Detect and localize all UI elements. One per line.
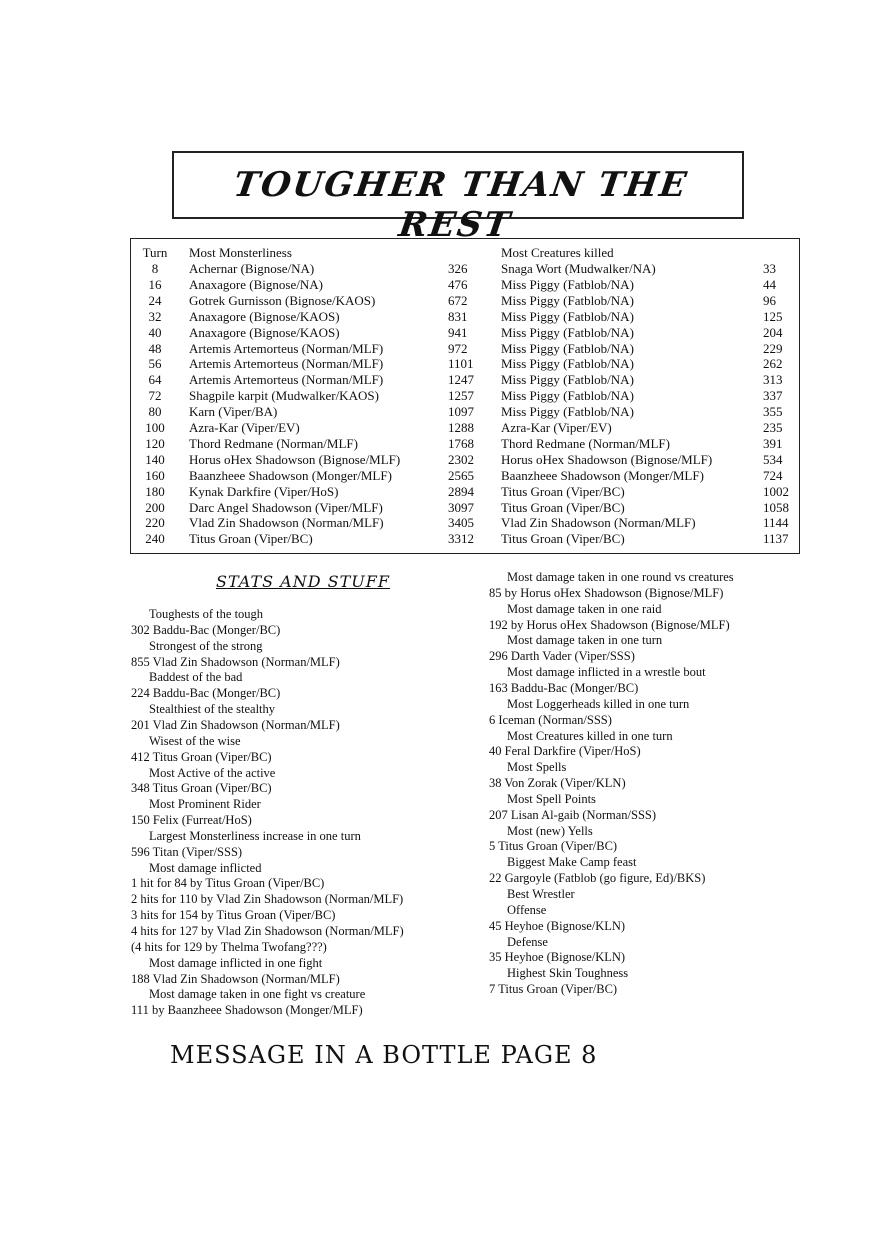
cell-monster-value: 1288 — [448, 420, 474, 435]
cell-turn: 56 — [148, 356, 162, 372]
cell-turn: 80 — [148, 404, 162, 420]
stat-category: Most Spell Points — [507, 791, 596, 806]
stat-entry: 412 Titus Groan (Viper/BC) — [131, 749, 272, 764]
cell-killer-name: Horus oHex Shadowson (Bignose/MLF) — [501, 451, 713, 467]
stat-category: Strongest of the strong — [149, 638, 263, 653]
stat-category: Most damage taken in one round vs creatures — [507, 570, 734, 584]
cell-kills-value: 1144 — [763, 515, 789, 531]
cell-turn: 100 — [145, 420, 165, 435]
stat-category: Baddest of the bad — [149, 670, 243, 685]
stat-entry: 35 Heyhoe (Bignose/KLN) — [489, 950, 626, 965]
cell-kills-value: 204 — [763, 324, 783, 340]
cell-turn: 72 — [148, 388, 162, 404]
stat-category: Most Active of the active — [149, 765, 276, 780]
cell-monster-value: 1257 — [448, 388, 474, 404]
stat-category: Defense — [507, 934, 548, 949]
stat-category: Most Loggerheads killed in one turn — [507, 696, 690, 711]
cell-killer-name: Miss Piggy (Fatblob/NA) — [501, 340, 634, 356]
table-row — [131, 468, 799, 484]
cell-killer-name: Titus Groan (Viper/BC) — [501, 483, 625, 499]
stat-entry: 111 by Baanzheee Shadowson (Monger/MLF) — [131, 1003, 363, 1018]
cell-monster-value: 2894 — [448, 483, 474, 499]
cell-killer-name: Miss Piggy (Fatblob/NA) — [501, 324, 634, 340]
stat-category: Largest Monsterliness increase in one turn — [149, 828, 361, 843]
table-row — [131, 261, 799, 277]
stat-category: Most damage inflicted — [149, 860, 262, 875]
table-row — [131, 500, 799, 516]
stat-category: Biggest Make Camp feast — [507, 855, 637, 870]
cell-monster-name: Achernar (Bignose/NA) — [189, 261, 315, 276]
cell-killer-name: Miss Piggy (Fatblob/NA) — [501, 372, 634, 388]
cell-killer-name: Miss Piggy (Fatblob/NA) — [501, 356, 634, 372]
cell-turn: 40 — [148, 324, 162, 340]
cell-monster-value: 1247 — [448, 372, 474, 388]
cell-monster-name: Kynak Darkfire (Viper/HoS) — [189, 483, 339, 499]
table-row — [131, 515, 799, 531]
cell-monster-name: Anaxagore (Bignose/KAOS) — [189, 324, 340, 340]
stat-category: Most Prominent Rider — [149, 797, 261, 812]
cell-monster-value: 476 — [448, 276, 468, 292]
cell-monster-name: Gotrek Gurnisson (Bignose/KAOS) — [189, 292, 376, 308]
cell-monster-name: Darc Angel Shadowson (Viper/MLF) — [189, 499, 383, 515]
cell-killer-name: Miss Piggy (Fatblob/NA) — [501, 292, 634, 308]
cell-monster-value: 3405 — [448, 515, 474, 531]
stat-entry: 855 Vlad Zin Shadowson (Norman/MLF) — [131, 654, 340, 669]
cell-kills-value: 391 — [763, 435, 783, 451]
header-creatures-killed: Most Creatures killed — [501, 245, 614, 260]
cell-killer-name: Miss Piggy (Fatblob/NA) — [501, 276, 634, 292]
cell-monster-value: 3097 — [448, 499, 474, 515]
cell-turn: 200 — [145, 499, 165, 515]
table-row — [131, 293, 799, 309]
table-row — [131, 531, 799, 547]
stat-category: Most damage taken in one turn — [507, 633, 663, 648]
table-row — [131, 325, 799, 341]
stat-entry: 201 Vlad Zin Shadowson (Norman/MLF) — [131, 717, 340, 732]
stat-entry: 5 Titus Groan (Viper/BC) — [489, 839, 618, 854]
cell-kills-value: 96 — [763, 292, 776, 308]
cell-kills-value: 229 — [763, 340, 783, 356]
table-row — [131, 404, 799, 420]
cell-monster-value: 831 — [448, 308, 468, 324]
stat-entry: 596 Titan (Viper/SSS) — [131, 844, 243, 859]
cell-killer-name: Miss Piggy (Fatblob/NA) — [501, 404, 634, 420]
stat-category: Most damage inflicted in a wrestle bout — [507, 665, 706, 680]
cell-turn: 64 — [148, 372, 162, 388]
cell-kills-value: 125 — [763, 308, 783, 324]
cell-kills-value: 33 — [763, 261, 776, 276]
stat-entry: 40 Feral Darkfire (Viper/HoS) — [489, 744, 641, 759]
table-row — [131, 484, 799, 500]
stat-category: Most Spells — [507, 760, 567, 775]
cell-killer-name: Miss Piggy (Fatblob/NA) — [501, 308, 634, 324]
cell-monster-name: Anaxagore (Bignose/NA) — [189, 276, 323, 292]
stat-category: Most damage taken in one raid — [507, 601, 662, 616]
stat-entry: 2 hits for 110 by Vlad Zin Shadowson (Norman/MLF) — [131, 892, 404, 907]
stat-entry: 302 Baddu-Bac (Monger/BC) — [131, 622, 281, 637]
cell-kills-value: 313 — [763, 372, 783, 388]
stat-category: Most damage taken in one fight vs creature — [149, 987, 366, 1002]
cell-turn: 16 — [148, 276, 162, 292]
cell-monster-value: 972 — [448, 340, 468, 356]
cell-monster-name: Azra-Kar (Viper/EV) — [189, 420, 300, 435]
header-monsterliness: Most Monsterliness — [189, 245, 292, 260]
table-row — [131, 341, 799, 357]
stat-entry: 1 hit for 84 by Titus Groan (Viper/BC) — [131, 876, 325, 891]
cell-monster-name: Artemis Artemorteus (Norman/MLF) — [189, 340, 384, 356]
cell-monster-name: Titus Groan (Viper/BC) — [189, 531, 313, 547]
cell-turn: 240 — [145, 531, 165, 547]
cell-monster-name: Karn (Viper/BA) — [189, 404, 278, 420]
cell-killer-name: Baanzheee Shadowson (Monger/MLF) — [501, 467, 704, 483]
cell-monster-name: Shagpile karpit (Mudwalker/KAOS) — [189, 388, 379, 404]
cell-monster-name: Baanzheee Shadowson (Monger/MLF) — [189, 467, 392, 483]
cell-monster-value: 2565 — [448, 467, 474, 483]
stat-category: Most Creatures killed in one turn — [507, 728, 673, 743]
cell-kills-value: 235 — [763, 420, 783, 435]
cell-killer-name: Titus Groan (Viper/BC) — [501, 499, 625, 515]
stat-entry: 150 Felix (Furreat/HoS) — [131, 813, 252, 828]
stat-category: Toughests of the tough — [149, 607, 264, 621]
cell-kills-value: 44 — [763, 276, 776, 292]
cell-monster-name: Artemis Artemorteus (Norman/MLF) — [189, 372, 384, 388]
cell-kills-value: 1002 — [763, 483, 789, 499]
cell-kills-value: 534 — [763, 451, 783, 467]
stat-entry: 7 Titus Groan (Viper/BC) — [489, 982, 618, 997]
cell-turn: 180 — [145, 483, 165, 499]
cell-killer-name: Miss Piggy (Fatblob/NA) — [501, 388, 634, 404]
stat-entry: (4 hits for 129 by Thelma Twofang???) — [131, 939, 327, 954]
table-row — [131, 277, 799, 293]
table-row — [131, 420, 799, 436]
title-box — [172, 151, 744, 245]
stat-entry: 6 Iceman (Norman/SSS) — [489, 712, 612, 727]
cell-kills-value: 724 — [763, 467, 783, 483]
cell-monster-value: 2302 — [448, 451, 474, 467]
stat-entry: 348 Titus Groan (Viper/BC) — [131, 781, 272, 796]
cell-kills-value: 1058 — [763, 499, 789, 515]
stat-entry: 3 hits for 154 by Titus Groan (Viper/BC) — [131, 908, 336, 923]
cell-monster-value: 941 — [448, 324, 468, 340]
cell-monster-value: 1101 — [448, 356, 474, 372]
stat-entry: 22 Gargoyle (Fatblob (go figure, Ed)/BKS) — [489, 871, 706, 886]
cell-turn: 140 — [145, 451, 165, 467]
stat-entry: 85 by Horus oHex Shadowson (Bignose/MLF) — [489, 585, 724, 600]
cell-monster-name: Vlad Zin Shadowson (Norman/MLF) — [189, 515, 384, 531]
cell-turn: 8 — [151, 261, 159, 276]
stats-heading: STATS AND STUFF — [216, 572, 390, 591]
stat-category: Stealthiest of the stealthy — [149, 702, 276, 717]
stat-entry: 45 Heyhoe (Bignose/KLN) — [489, 918, 626, 933]
records-table — [130, 238, 800, 554]
table-row — [131, 372, 799, 388]
stat-entry: 163 Baddu-Bac (Monger/BC) — [489, 680, 639, 695]
cell-monster-value: 326 — [448, 261, 468, 276]
stat-category: Most damage inflicted in one fight — [149, 955, 323, 970]
cell-monster-value: 672 — [448, 292, 468, 308]
cell-killer-name: Titus Groan (Viper/BC) — [501, 531, 625, 547]
stat-entry: 4 hits for 127 by Vlad Zin Shadowson (Norman/MLF) — [131, 924, 404, 938]
cell-kills-value: 262 — [763, 356, 783, 372]
cell-killer-name: Thord Redmane (Norman/MLF) — [501, 435, 670, 451]
stat-category: Highest Skin Toughness — [507, 966, 629, 981]
table-row — [131, 356, 799, 372]
table-row — [131, 309, 799, 325]
cell-kills-value: 1137 — [763, 531, 789, 547]
cell-turn: 32 — [148, 308, 162, 324]
stat-entry: 207 Lisan Al-gaib (Norman/SSS) — [489, 807, 657, 822]
stat-entry: 192 by Horus oHex Shadowson (Bignose/MLF) — [489, 617, 730, 632]
cell-killer-name: Vlad Zin Shadowson (Norman/MLF) — [501, 515, 696, 531]
cell-kills-value: 355 — [763, 404, 783, 420]
cell-monster-name: Artemis Artemorteus (Norman/MLF) — [189, 356, 384, 372]
header-turn: Turn — [142, 245, 168, 260]
table-row — [131, 452, 799, 468]
stat-entry: 38 Von Zorak (Viper/KLN) — [489, 776, 626, 791]
page-footer: MESSAGE IN A BOTTLE PAGE 8 — [170, 1041, 598, 1069]
stat-entry: 296 Darth Vader (Viper/SSS) — [489, 649, 635, 664]
page-title: TOUGHER THAN THE REST — [231, 165, 691, 245]
cell-monster-value: 1097 — [448, 404, 474, 420]
stat-category: Offense — [507, 902, 547, 917]
cell-monster-name: Anaxagore (Bignose/KAOS) — [189, 308, 340, 324]
table-header-row — [131, 245, 799, 261]
cell-turn: 160 — [145, 467, 165, 483]
table-row — [131, 436, 799, 452]
cell-killer-name: Snaga Wort (Mudwalker/NA) — [501, 261, 656, 276]
cell-turn: 220 — [145, 515, 165, 531]
cell-turn: 24 — [148, 292, 162, 308]
stat-category: Best Wrestler — [507, 887, 575, 901]
cell-killer-name: Azra-Kar (Viper/EV) — [501, 420, 612, 435]
cell-monster-value: 3312 — [448, 531, 474, 547]
table-row — [131, 388, 799, 404]
cell-turn: 48 — [148, 340, 162, 356]
cell-monster-name: Horus oHex Shadowson (Bignose/MLF) — [189, 451, 401, 467]
cell-monster-value: 1768 — [448, 435, 474, 451]
stat-category: Wisest of the wise — [149, 733, 241, 748]
stat-category: Most (new) Yells — [507, 823, 593, 838]
cell-turn: 120 — [145, 435, 165, 451]
cell-monster-name: Thord Redmane (Norman/MLF) — [189, 435, 358, 451]
stat-entry: 224 Baddu-Bac (Monger/BC) — [131, 686, 281, 701]
stat-entry: 188 Vlad Zin Shadowson (Norman/MLF) — [131, 971, 340, 986]
cell-kills-value: 337 — [763, 388, 783, 404]
